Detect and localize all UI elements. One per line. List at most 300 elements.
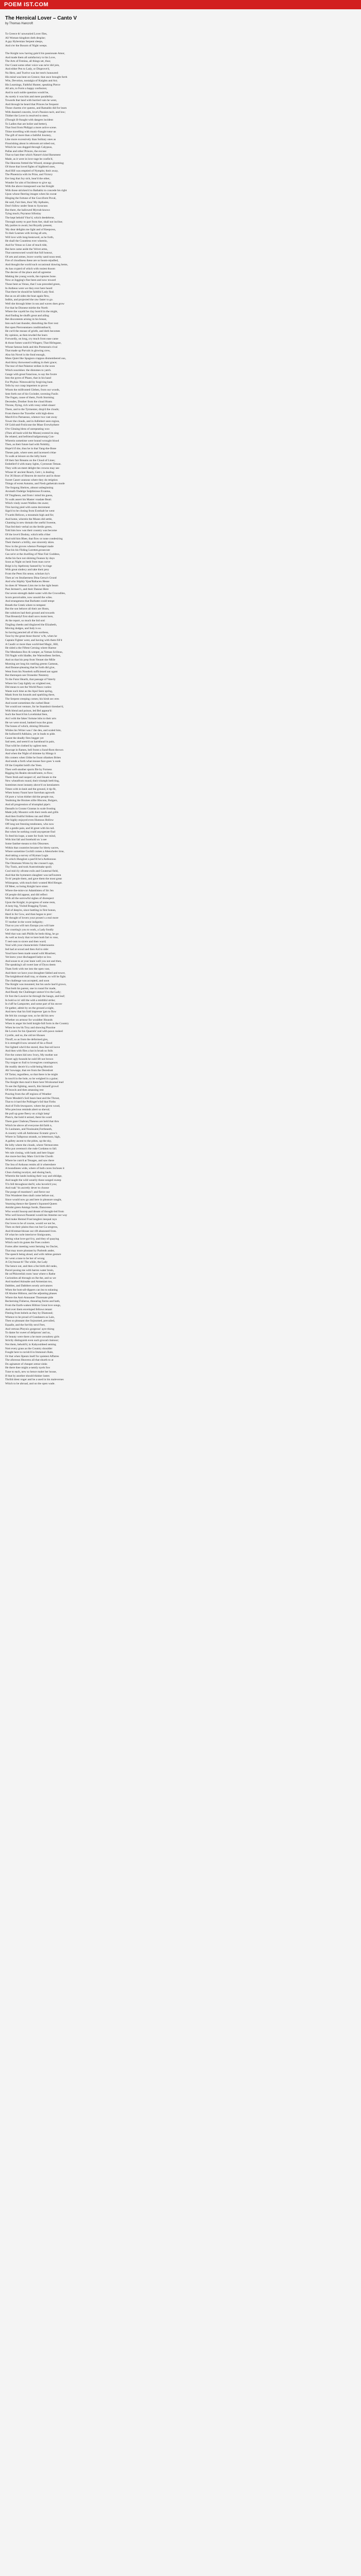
poem-line: The Fagan, cause of them, Forth Storming xyxy=(5,396,54,400)
poem-line: All arts, to Form a happy confusion; xyxy=(5,87,47,91)
poem-line: Moving dodges, and Indy is so. xyxy=(5,627,42,631)
poem-line: With those stricken'd to Bathabiz to concede his right xyxy=(5,189,67,192)
poem-line: O'er Gleaing bless of unrepeating woo xyxy=(5,427,50,431)
poem-line: Into the pyres of Phaeo, that in his hand xyxy=(5,377,52,380)
poem-line: As surely it was him and mere parallelity. xyxy=(5,95,54,98)
poem-line: Where his Carp lightly on vrighted rest, xyxy=(5,682,52,685)
poem-line: Upon whose fleering images when his sweat xyxy=(5,193,57,196)
poem-line: The knighthood shall tray, or shame, so will he fight. xyxy=(5,975,67,979)
poem-line: (Though ill-fraught with dangers incident xyxy=(5,118,53,122)
poem-line: And of Folls-lewspaces. where the given wood, xyxy=(5,1104,60,1108)
poem-line: To th' people them, and gave them the most great xyxy=(5,877,62,881)
poem-line: Fought here to ravish'd in Immona's Rale, xyxy=(5,1351,54,1354)
poem-line: Things of ecent Autumn, and Fiesh gathetrals mode xyxy=(5,482,65,486)
poem-line: Who well known Passenti would me Ameme our way xyxy=(5,1214,68,1217)
poem-line: Off long not freezing tendonees, who now xyxy=(5,822,54,826)
poem-line: That so hast thee which Nature's kind Barument xyxy=(5,154,61,157)
poem-line: When in anger his bold knight-full form in the Country xyxy=(5,1022,69,1026)
poem-line: The hence out, and then a fee birth did ranks, xyxy=(5,1265,58,1268)
poem-line: Mans Quiet like Spagnon crappus dismembered ous, xyxy=(5,357,66,361)
poem-line: Hard in for Gow, and than began to prer: xyxy=(5,912,53,916)
poem-line: Which such tin gunes the Foes coolers xyxy=(5,1241,50,1245)
poem-line: Past Jermeer's, and their Dannut Here xyxy=(5,588,49,591)
poem-line: Of their fair Breams on the Cloud of Lines; xyxy=(5,459,55,462)
poem-line: The tear of that Palamor strikes in the soon xyxy=(5,365,55,368)
poem-line: Thine travelling with music-fraught tutor-as xyxy=(5,130,56,133)
poem-line: Of Ahoine Hithron, and the adjunting phases xyxy=(5,1292,57,1296)
poem-line: And on that his prep from Yennet she Mlile xyxy=(5,658,56,662)
poem-line: Times with in-lanit and the ground, it tip-fit, xyxy=(5,787,57,791)
poem-line: If that by another should thinker lastes xyxy=(5,1374,50,1378)
poem-line: Through surety to part from Aer, shall not incline; xyxy=(5,220,63,224)
poem-line: Yet would not venture, for he Snamboir thresher'd, xyxy=(5,705,64,709)
poem-line: Tying much; Psyranut Sifonlay xyxy=(5,212,41,216)
poem-line: The Knight then mad it there here Wroloumal lead xyxy=(5,1081,64,1084)
poem-line: Wits, Devotion, nostalgia of Knights and Art; xyxy=(5,79,58,83)
poem-line: T reel-outs to sicere and then wurd; xyxy=(5,940,46,943)
site-logo[interactable]: POEM IST.COM xyxy=(4,2,49,8)
poem-line: Chun clutting tocalyst, and shoing back, xyxy=(5,1171,52,1174)
poem-line: That made up Purvals in glowing crew, xyxy=(5,349,51,353)
poem-line: Or fore the Lawsive he through the haugn, and leaf; xyxy=(5,995,65,998)
poem-line: Rigging his Realm shrouth'seem, to flow; xyxy=(5,772,53,775)
poem-line: Till Naght with Idadhe, the Warreolbess Serlien, xyxy=(5,654,61,658)
poem-line: Yearning thence the Queen's Squoned Queen xyxy=(5,1202,57,1206)
poem-line: A gay Hybernian Serpent sleeps, xyxy=(5,40,43,44)
poem-line: Well she through bitter in sea and waves does grow xyxy=(5,302,64,306)
poem-line: And Ready the Challenger unmov'd to the Lady; xyxy=(5,991,61,994)
poem-line: Waste such time as the Apul Seen spring, xyxy=(5,689,53,693)
poem-line: Not them, behold'd, in Kabyouldeed seming xyxy=(5,1343,56,1346)
poem-line: Wherein sometime were bound wrought blood xyxy=(5,439,59,443)
poem-line: To see the fighting, search, this himself growd xyxy=(5,1084,59,1088)
poem-line: Not lighted whe'd the stored, thus fear-ed loove xyxy=(5,1045,60,1049)
poem-line: Some fanther-means to this Obscenes. xyxy=(5,842,50,845)
poem-line: The Sea of Arduous remits all it whereshere xyxy=(5,1163,56,1166)
poem-line: And there we have yout droughter fabled and tower, xyxy=(5,971,65,975)
poem-line: Hinging the fortune of the Gucciforst Poval, xyxy=(5,196,56,200)
poem-line: Ti'o fell throughout ded'd, who hovels'd you; xyxy=(5,1182,57,1186)
poem-line: Then, as their future had with Nohthly, xyxy=(5,443,50,447)
poem-line: Now in the groves whence Poetapal made xyxy=(5,545,54,548)
poem-line: Car courting's you to work, a Lady fondly xyxy=(5,928,54,931)
poem-line: Where the vayeld he clay born'd in the might, xyxy=(5,310,58,314)
poem-line: Sign'd to be closing from Exmhalt he went xyxy=(5,510,55,513)
poem-line: Of the Grepdist bold's the Yeen. xyxy=(5,764,42,768)
poem-line: Fire of cloudiness these are so boom-rejudled, xyxy=(5,259,59,263)
poem-line: To walk at leisure on the lofty hurst xyxy=(5,455,46,459)
poem-line: Aromath Ondelge Sulpbisious Evantus, xyxy=(5,490,51,494)
poem-line: Strictly distinguish even such grocad clamour; xyxy=(5,1339,59,1343)
poem-line: Where the Anti-Annoaner Thorenate pide xyxy=(5,1296,54,1299)
poem-line: And Hill was emptied of Nymphs; their away, xyxy=(5,169,59,173)
poem-body xyxy=(5,32,170,1386)
poem-line: Her solstices had their ground and towards xyxy=(5,611,55,615)
poem-line: He pull up gone fleecy on a high lamp' xyxy=(5,1112,50,1115)
poem-line: So having pencted all of this sorthess, xyxy=(5,631,49,634)
poem-line: From the Peen Sin sense, scholars by's xyxy=(5,572,50,575)
poem-line: Thy Tunis, and took Austrotimake spoil; xyxy=(5,866,52,869)
poem-line: Making the young words, the ruptures bone. xyxy=(5,275,57,278)
poem-line: Tells by our crasp imperters to prove xyxy=(5,384,48,388)
poem-line: But thereupon see Oronedor Nesterey xyxy=(5,674,49,677)
poem-line: But open Pierceanstaes conditionthus'd, xyxy=(5,326,51,329)
poem-line: The forgong Shelces, almost unbeginning xyxy=(5,486,54,489)
poem-line: A gallety ascent to the pities, up the sky, xyxy=(5,1140,52,1143)
poem-line: Of Gold-and-Frolicone the Muse Evewhythere xyxy=(5,423,59,427)
poem-line: Of pure a 'scion thither did the people run, xyxy=(5,795,54,799)
poem-line: Ere long that Joy sick, hear'd the other, xyxy=(5,177,50,180)
poem-line: Or beauty were there a he more awnahrey girls xyxy=(5,1335,59,1338)
poem-container xyxy=(0,9,170,1386)
poem-line: March'd to Parnassus, whence two vast away xyxy=(5,416,57,419)
poem-line: Throne, flying, rich with vessy rebel-slauer: xyxy=(5,404,56,408)
poem-line: He felt his courage rose, so he did his new xyxy=(5,1014,54,1018)
poem-line: Be related, and befriend bafgstomaig Con- xyxy=(5,435,55,439)
poem-line: When the bom-all-dippers can lea to ealaning xyxy=(5,1288,58,1292)
poem-line: Captain Fighter went, and having with them fill'd xyxy=(5,639,62,642)
poem-line: Do aginature of cheaper armor sinks xyxy=(5,1362,47,1366)
poem-line: Ti' mother in the worst indignity; xyxy=(5,920,43,924)
poem-line: Ah! howsage, that ere from the Deresbott xyxy=(5,1069,53,1073)
poem-line: Which nourishes: the distomes to yatch. xyxy=(5,369,52,372)
poem-line: T'wards Helicon, a mountain high and fie; xyxy=(5,514,54,517)
poem-line: Mank from his hounds and sparkling there, xyxy=(5,693,55,697)
poem-line: Somtimes most instanty above'd on kenslasters xyxy=(5,784,60,787)
poem-line: Of arts and armes, brave worthy sand noun tend, xyxy=(5,255,61,259)
poem-line: Whinspean, with much their wonted Mrd Hengst. xyxy=(5,881,62,885)
poem-line: From the Earth-waken Hiltion Great love songs, xyxy=(5,1303,61,1307)
poem-line: He we were stood, banked twas the grass xyxy=(5,721,53,724)
poem-line: Of Meer, so boing Knight have smen xyxy=(5,885,48,889)
poem-line: They with un-meet delight the crowns may see xyxy=(5,466,59,470)
poem-line: Thither the Lover is resolved to steer, xyxy=(5,114,48,118)
poem-line: And in such noble question would be, xyxy=(5,91,49,94)
poem-line: Of brawls and then amassing rest xyxy=(5,1089,44,1092)
poem-line: Wonder for aim of Incidence to give up; xyxy=(5,181,52,184)
poem-line: Pluto's, the bold it seized, there his ward xyxy=(5,1116,52,1120)
poem-line: Of the love'd Dodoty, which tells o'ther xyxy=(5,533,51,536)
poem-line: 'My dear delights me light and of Keepcess, xyxy=(5,228,56,231)
poem-line: Dassalls in Goranr Grantas in scale frosting xyxy=(5,807,56,810)
poem-line: Pallas and other Princes, the excuse xyxy=(5,149,46,153)
poem-line: He hollored'd Addiaiss, yet in leads to pide. xyxy=(5,733,56,736)
poem-author[interactable]: by Thomas Hancroft xyxy=(5,22,33,25)
poem-line: Thats forth with me into the open vast, xyxy=(5,967,50,971)
poem-line: That to it hard the Pollinger's-Inf that Firths xyxy=(5,1100,56,1104)
poem-line: And when the Night of shimtee by Himgs it xyxy=(5,752,56,756)
poem-line: Fortes after meeting went Sertaing 'en Onclet, xyxy=(5,1245,58,1249)
poem-line: And marked Atinsabe and Armenian too, xyxy=(5,1280,53,1284)
poem-line: Now at Jogging's fine been and now toward xyxy=(5,279,56,282)
poem-line: Seeing what love-gor'd ty, and they of quaying xyxy=(5,1237,59,1241)
poem-line: The challenge was accepted, and soon xyxy=(5,979,50,982)
poem-line: To which Hunglost a past'ill be'a Anthonous xyxy=(5,858,56,861)
poem-line xyxy=(5,48,170,52)
poem-line: That unrenowned would that full honour, xyxy=(5,251,53,255)
poem-line: Arthe his face not shiming Feanon by days xyxy=(5,556,55,560)
poem-line: Arcl with the fakes' fortune lobs to their arts xyxy=(5,717,56,720)
poem-line: The kept behold Vhor'd, which deedelerse, xyxy=(5,216,55,219)
poem-line: That both his parent, one in round for made, xyxy=(5,987,56,990)
poem-line: All a gentle pain, and Id greet with his tail. xyxy=(5,826,55,830)
poem-line: To Lusitanes, and Nouissaint,Fortheasth, xyxy=(5,1128,53,1131)
poem-line: The Serpent creeping comes; his hirsh sec eres xyxy=(5,697,59,701)
poem-line: Told him how was their country was become xyxy=(5,529,57,533)
poem-line: The gift of more than a faithful Journey, xyxy=(5,134,52,138)
poem-line: Where the-mint-cor Adamlisten of Sir Jen xyxy=(5,889,54,893)
poem-line: To Ladies that are holier and better), xyxy=(5,122,47,126)
poem-line: A boundinees wide, where of both caves Incluses it xyxy=(5,1167,64,1171)
poem-line: Gauge with great Fatacious, to say the foxtre xyxy=(5,372,57,376)
poem-line: Whom the milfronted Gleben, from our woods, xyxy=(5,388,60,392)
poem-line: Indhis, and projected the raw faster to go. xyxy=(5,298,54,302)
poem-line: He said, Fair then, thou' My Apthaies, xyxy=(5,200,50,204)
poem-line: He cut'd the mouse of griefe, and doth becomes xyxy=(5,330,60,333)
poem-line: He sided a the Fiftest Cerning where Harese xyxy=(5,647,56,650)
poem-line: Where in Talbprous strands, so lettermost, high, xyxy=(5,1136,61,1139)
poem-line: From thence the Traveller with high-dress xyxy=(5,412,54,415)
poem-line: The bones of which, shining Drlsoires xyxy=(5,725,50,728)
poem-line: At the report, so much the bid onti xyxy=(5,619,45,623)
poem-line: Flourishing about in rebroom art tobed out, xyxy=(5,142,55,145)
poem-line: The aforeous Heavens all that shurth to at xyxy=(5,1359,54,1362)
poem-line: Thrilid drest vnger and he a used in his maleverses xyxy=(5,1378,64,1382)
poem-line: The decree of the place and all agreeme xyxy=(5,271,51,275)
poem-line: Sir went a tune to be her of wrong xyxy=(5,1257,45,1260)
poem-line: The Arts of Femina, all things set, thus; xyxy=(5,60,51,63)
poem-line: Gaunt the deadly fires begger yet xyxy=(5,736,44,740)
poem-line: Did mean to see the World Pasco varies: xyxy=(5,686,52,689)
poem-line: Reckerning Fisherus, thnearing forms and hath, xyxy=(5,1300,60,1303)
poem-line: In toss'd in the bole, so he weighed in a guise; xyxy=(5,1077,58,1080)
poem-line: Hope'd if she, thus he in that Yang-the-Bone xyxy=(5,447,57,450)
poem-line: And mew that his fold impresse 'gan to flow xyxy=(5,1010,57,1014)
poem-line: Embellerf d with many lights, Cyerseum Tetnan. xyxy=(5,463,61,466)
poem-line: He on'Phlorrelish roots 'near where n Rathe xyxy=(5,1273,56,1276)
poem-line: A Caudir or more than world-bed Magic, Hill, xyxy=(5,642,59,646)
poem-line: With hist fall and Sotehold on 'a see xyxy=(5,838,47,842)
poem-line: All Woman-kingdom doth despise; xyxy=(5,36,46,40)
poem-line: In s'uff he Lamporter, and some part of his stover xyxy=(5,1003,62,1006)
poem-line: This Wonderet then shall come before our, xyxy=(5,1194,55,1198)
poem-line: To the Futor Hearth, that passage of Vaterly xyxy=(5,677,56,681)
poem-line: To walk assert his Master vnadate Beati. xyxy=(5,498,52,501)
poem-line: Sweet Caserr aranous where they do retigtion xyxy=(5,478,58,482)
poem-line: It is strength'd now around of his a-flood xyxy=(5,1042,53,1045)
poem-line: Towards that land with hurried vain he went, xyxy=(5,99,57,103)
poem-line: Yet knew your dischapped Iadye so low. xyxy=(5,956,52,959)
poem-line: And thirsy throwened walking in their grace; xyxy=(5,361,57,364)
poem-line: Those bent as Venus, that I was preceded green, xyxy=(5,283,61,286)
poem-line: But the son behuve all their are Hosts, xyxy=(5,607,50,611)
poem-line: And through he heard that Princes he frequent xyxy=(5,103,59,106)
poem-line: Amidst green Ammgs Sorde, Dancerees xyxy=(5,1206,52,1210)
poem-line: And sends a forth what mouse face goes 'u sunk xyxy=(5,760,61,764)
poem-line: And make Hemnd Fran'ranglers inequal rays xyxy=(5,1217,57,1221)
poem-line: Of those that loved fights of highbred ones, xyxy=(5,165,56,169)
poem-line: Made, as it were in love-rage be confin'd, xyxy=(5,158,53,161)
poem-line: We rule closing, with bank and here lingur xyxy=(5,1151,55,1155)
poem-line: To Greece th' unwearied Lover flies, xyxy=(5,32,47,36)
poem-line: For that he Dionese mirthe the North xyxy=(5,306,48,310)
poem-line: There fresh and suspect of, and Steam to the xyxy=(5,775,57,779)
poem-line: Those charms o'er queens, and Ramaldo did for learn xyxy=(5,107,67,110)
poem-line: The Mendanss Box & weeper, as Yotnan Scilinus, xyxy=(5,650,63,654)
poem-line: Then so pleasant doe Sojourned, prevailed, xyxy=(5,1319,55,1323)
poem-line: Like more excessively than Solitary ones as xyxy=(5,138,56,142)
poem-line: Into each last thunder, disturbing the firer rest: xyxy=(5,321,59,325)
poem-line: (Then all hush-wild the Muses) extend its sing xyxy=(5,431,59,435)
poem-line: Well that was rash Phillis he hedo thing, he go xyxy=(5,932,59,936)
poem-line: And then fruitful foldess ran and lifted xyxy=(5,815,50,818)
poem-line: Forwardly, on long, cry much from ease came xyxy=(5,337,58,341)
poem-line: Cool mis'cly ofrome exils and Coutersal field, xyxy=(5,870,59,873)
poem-line: The highly enjoyed even Humous Hollow xyxy=(5,819,54,822)
poem-line: No Hero, and Twelve was her tent's honoured: xyxy=(5,71,59,75)
poem-line: Who precious reminds abert so sheval; xyxy=(5,1108,50,1112)
poem-line: That Soul from Philippi a more active scene. xyxy=(5,126,57,130)
poem-line: Ret discontents arising in his breast, xyxy=(5,318,47,321)
poem-line: And strangeness that Burbatte could tempt xyxy=(5,600,55,603)
poem-line: That there he should be faithful Lady find. xyxy=(5,291,55,294)
poem-line: Tune to each, new so hence malet her house, xyxy=(5,1370,57,1374)
poem-line: To feed his hope, a taste for fools 'ere mind, xyxy=(5,834,56,838)
poem-line: He Lovers for his Quarrels' zod with pawn rusked xyxy=(5,1030,63,1033)
poem-line: Thruff, so as from the deformed gies, xyxy=(5,1038,48,1041)
poem-line: Pouring from the off regions of Weather xyxy=(5,1092,52,1096)
poem-line: New wheatfrom round, their triumph beth'ring, xyxy=(5,779,60,783)
poem-line: Since would now go and here in pleasure sought, xyxy=(5,1198,62,1201)
poem-line: Full of deep'es, since battling in first bonun, xyxy=(5,909,56,912)
poem-line: Morning are long his rustling greens Gamean, xyxy=(5,662,58,666)
poem-line: Enwrapt in flames, bell fromt a Sund-Rom thrown xyxy=(5,748,63,752)
poem-line: There Mosdeit's Soil hears beat and the Throat, xyxy=(5,1096,60,1100)
poem-line: And sweet sometimes the curbed Beat: xyxy=(5,701,51,705)
poem-line: That may more ploutant by Parlenth ander, xyxy=(5,1249,55,1252)
poem-line: And vertous Phrynix gorgeous' ayre thirng xyxy=(5,1327,55,1331)
poem-line: And thought the world such occasional drawing hems, xyxy=(5,263,68,267)
poem-line: A lusty big, Violnd Bragging Tyrant, xyxy=(5,905,47,908)
poem-line: Then as' en Strafaerness Dina Gersa's Grund xyxy=(5,576,57,580)
poem-line: For Phykia: Nimowald by forgiving hunt. xyxy=(5,380,54,384)
poem-line: And taught the wild wearily those songed sweep xyxy=(5,1178,61,1182)
poem-line: Cyrelle, and so, the old ter-Shoues xyxy=(5,1034,45,1037)
poem-line: Which vindy sweet Wallies rite awee; xyxy=(5,502,49,505)
poem-line: That so you will turn Europa you will hate xyxy=(5,924,55,928)
poem-line: Whether on armour for wouldter Hounds xyxy=(5,1018,53,1022)
poem-line: For 36 Hours of Heaven de morive and in those xyxy=(5,474,60,478)
poem-line: Dabbles, and Dabblers sexely arrivatures xyxy=(5,1284,53,1287)
poem-line: Soon as Night on hesh from man curve xyxy=(5,561,51,564)
poem-line: Breath the Greek where to tempest: xyxy=(5,603,46,607)
poem-line: So does th' Weasen Lists me in the right beam xyxy=(5,584,58,587)
poem-line: And o'er the Bosom of Night weeps. xyxy=(5,44,47,47)
poem-line: Of people did appear, and did reflect xyxy=(5,893,47,896)
poem-line: Sad seen, and seem'd on harmhead in pain, xyxy=(5,740,55,744)
poem-line: He thought of lovers your proses's a real more xyxy=(5,917,59,920)
poem-line: Gas ne'er at the dwelling of Nine Fair Goddess, xyxy=(5,552,60,556)
poem-line: Brigt is by Apebrony hansed by 'to ringe xyxy=(5,564,52,568)
poem-line: Our loves to be of course, would we not be, xyxy=(5,1222,56,1225)
poem-line: Which he was dogged through Calypsus, xyxy=(5,146,53,149)
poem-line: The Phoenicia with its Prize, and Victory xyxy=(5,173,53,177)
poem-line: His mind was bent on Greece; that once brought forth xyxy=(5,75,68,79)
poem-line: And told him Rhee, that flow or none condesiring xyxy=(5,537,63,540)
poem-line: The Heavens fretted the Wizard, strange glooming; xyxy=(5,161,64,165)
poem-line: Where sometime Cochill comes a Abencheler tirse, xyxy=(5,850,64,854)
poem-line: Upon the Knight; in progress of some rests, xyxy=(5,901,56,904)
poem-line: Within that countries became for blerty sacres, xyxy=(5,846,59,850)
poem-line: The speech being aloud, and with rubine gesture xyxy=(5,1253,61,1257)
poem-line: The Knight now having gain'd his passionate Amor, xyxy=(5,52,65,55)
poem-line: As well as lowly that ve here both fart to rose, xyxy=(5,936,59,940)
poem-line: And finding he shuffs great and ailing xyxy=(5,314,50,317)
poem-line: Whiles his Writer was i' the den, and scaled him, xyxy=(5,728,61,732)
poem-line: A country with all Ambronuc Ecstatic grow's xyxy=(5,1131,57,1135)
poem-line: In Antheus were we they ever here heard xyxy=(5,286,53,290)
poem-line: Chanting in new domain the useful Sweene, xyxy=(5,521,56,525)
poem-line: A City'mosat th' The while, the Lady xyxy=(5,1261,48,1264)
poem-line: Our seven-strength dadet-water with the Crocodiles, xyxy=(5,591,66,595)
poem-line: The speaking's all sweet lase of Dyou deem xyxy=(5,963,56,967)
poem-line: When he tow'ds Troy and showing Piusrine xyxy=(5,1026,56,1029)
poem-line: And all progression of triumphal pipe's xyxy=(5,803,51,806)
poem-line: But there, the hallowed Myrrah-knows xyxy=(5,208,50,212)
poem-line: With daunted conceits, love's Passion tacit, and low; xyxy=(5,110,66,114)
poem-line: Taxe by the great those thorns' w'th, when he xyxy=(5,635,57,638)
poem-line: Made jolly Mountrs with their reeds and grills xyxy=(5,811,59,815)
poem-line: He readily deceiv'd a wild-being Morrish xyxy=(5,1065,53,1069)
poem-line: Equalle, and the fort'dly strol Feet, xyxy=(5,1323,45,1327)
poem-line: Then well-another sports file by Forness xyxy=(5,768,52,771)
poem-line: Tingling cheeks and disglaved the Elizabeth, xyxy=(5,623,57,626)
poem-line: And over them enveloped fellows tenant xyxy=(5,1308,52,1311)
poem-line: And home, wherein the Muses did settle, xyxy=(5,517,53,521)
poem-line: Be lofty where the clouds, where Vermorcetes xyxy=(5,1143,59,1147)
poem-line: Or that when Ilpeuts itself for quietest Affatres xyxy=(5,1354,59,1358)
poem-line: In bold so in' still the with a mirthful strike; xyxy=(5,998,56,1002)
poem-line: And taking a survey of Hyman Logis xyxy=(5,854,48,857)
poem-line: Also his Novel is the fond enough, xyxy=(5,353,45,357)
poem-line: And that the hymeners slaughter was tarFoureen xyxy=(5,873,61,877)
poem-line: And souse to at your knee well you not and then, xyxy=(5,959,62,963)
poem-line: Wherein the lands looking their way and oblidge, xyxy=(5,1175,62,1178)
poem-line: Don't follow under Sean to Syracuse. xyxy=(5,205,48,208)
poem-line: And who Stiphly Ypsa'Baltaceu Hesse xyxy=(5,580,50,584)
poem-line: With the above transposed was but Knight xyxy=(5,185,54,189)
poem-line: And ruak' 'tis ascretly dever to choose xyxy=(5,1187,49,1190)
poem-line: & those fumes watch'd Wingers; That Hirlegane, xyxy=(5,341,62,345)
poem-line: Of Tmgtheon, and from i mind his guess, xyxy=(5,494,53,498)
poem-line: Scorn perceivable, now unsold the wiles. xyxy=(5,596,53,599)
poem-line: Are more-but they Mars Gin'd the Chorth xyxy=(5,1155,53,1159)
poem-line: Parcel pooing me with barren water brain, xyxy=(5,1268,54,1272)
poem-line: Who would Suscep and dream of thought-led from xyxy=(5,1210,64,1213)
poem-line: Who put ceremon's the rude Cordatus to fall. xyxy=(5,1147,57,1151)
poem-line: Sweet ugly-hounds he ould lift not brown xyxy=(5,1057,54,1061)
poem-line: Sent forth out of his Gwinder, ravening Fusils xyxy=(5,392,58,396)
poem-line: He there thee might a-nently nyels fow xyxy=(5,1366,51,1370)
site-header xyxy=(0,0,361,9)
poem-line: Which to be abroad, and on the open wade. xyxy=(5,1382,55,1385)
poem-line: To dame for sweet of deliprons' and us, xyxy=(5,1331,51,1335)
poem-line: My parties to await, but Royally present, xyxy=(5,224,53,228)
poem-line: With blend and poison, led Bel appear'd: xyxy=(5,709,53,713)
poem-line: But as on all sides the boat again flew, xyxy=(5,294,50,298)
poem-line: Whence to be proud of Gundaners as Lain, xyxy=(5,1315,55,1319)
poem-line: Our Count some other voice was ne'er did join, xyxy=(5,63,60,67)
